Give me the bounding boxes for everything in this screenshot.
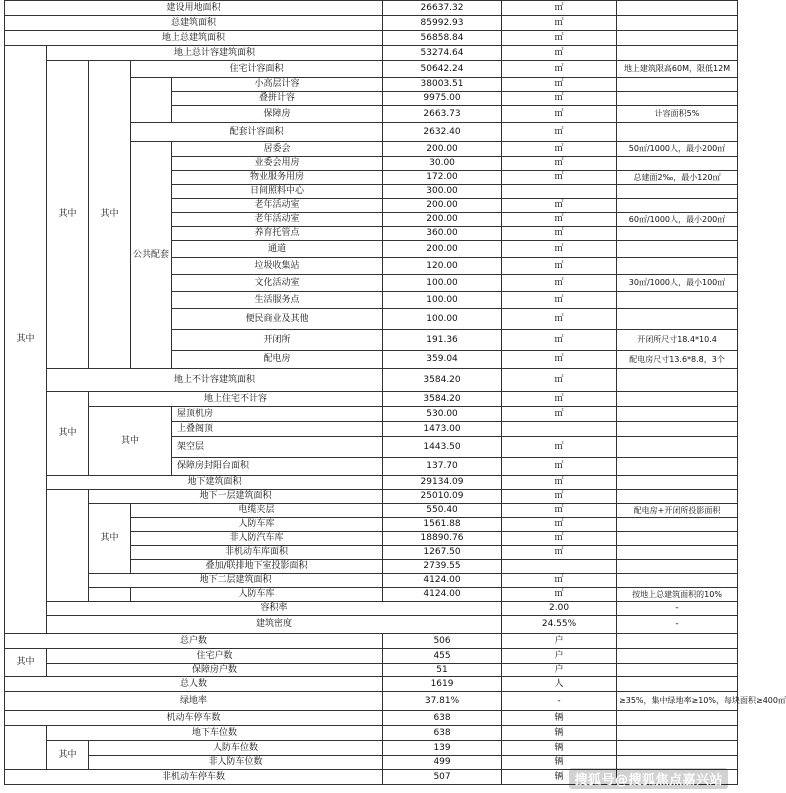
value-cell: 2663.73: [383, 106, 502, 123]
label-cell: 生活服务点: [172, 292, 383, 309]
label-cell: 地下建筑面积: [47, 476, 383, 490]
unit-cell: ㎡: [502, 588, 617, 602]
table-row: [5, 476, 738, 490]
note-cell: [617, 422, 738, 437]
note-cell: [617, 677, 738, 692]
value-cell: 2739.55: [383, 560, 502, 574]
label-cell: 总建筑面积: [5, 16, 383, 31]
label-cell: 配电房: [172, 351, 383, 369]
value-cell: 37.81%: [383, 692, 502, 711]
note-cell: 地上建筑限高60M，限低12M: [617, 61, 738, 78]
value-cell: 100.00: [383, 309, 502, 330]
note-cell: [617, 1, 738, 16]
note-cell: [617, 123, 738, 142]
unit-cell: ㎡: [502, 171, 617, 185]
value-cell: 359.04: [383, 351, 502, 369]
blank-cell: [131, 78, 172, 123]
table-row: [5, 677, 738, 692]
table-row: [5, 588, 738, 602]
label-cell: 保障房: [172, 106, 383, 123]
note-cell: [617, 458, 738, 476]
blank-cell: [47, 490, 89, 602]
table-row: [5, 490, 738, 504]
unit-cell: 户: [502, 634, 617, 649]
note-cell: [617, 741, 738, 756]
value-cell: 3584.20: [383, 369, 502, 392]
value-cell: 56858.84: [383, 31, 502, 46]
note-cell: [617, 634, 738, 649]
unit-cell: ㎡: [502, 476, 617, 490]
unit-cell: -: [617, 616, 738, 634]
label-cell: 叠拼计容: [172, 92, 383, 106]
unit-cell: ㎡: [502, 407, 617, 422]
value-cell: 499: [383, 756, 502, 770]
unit-cell: ㎡: [502, 123, 617, 142]
label-cell: 养育托管点: [172, 227, 383, 241]
label-cell: 保障房封阳台面积: [172, 458, 383, 476]
value-cell: 1561.88: [383, 518, 502, 532]
note-cell: 总建面2‰，最小120㎡: [617, 171, 738, 185]
label-cell: 文化活动室: [172, 275, 383, 292]
value-cell: 1619: [383, 677, 502, 692]
value-cell: 3584.20: [383, 392, 502, 407]
value-cell: 26637.32: [383, 1, 502, 16]
note-cell: [617, 241, 738, 258]
watermark: 搜狐号@搜狐焦点嘉兴站: [569, 768, 728, 789]
note-cell: [617, 16, 738, 31]
note-cell: [617, 157, 738, 171]
group-label-households: 其中: [5, 649, 47, 677]
unit-cell: ㎡: [502, 546, 617, 560]
label-cell: 非人防汽车库: [131, 532, 383, 546]
group-label-countable: 其中: [89, 61, 131, 369]
unit-cell: ㎡: [502, 532, 617, 546]
unit-cell: ㎡: [502, 106, 617, 123]
label-cell: 垃圾收集站: [172, 258, 383, 275]
label-cell: 日间照料中心: [172, 185, 383, 199]
unit-cell: ㎡: [502, 458, 617, 476]
group-label-basement1: 其中: [89, 504, 131, 574]
value-cell: 191.36: [383, 330, 502, 351]
value-cell: 550.40: [383, 504, 502, 518]
value-cell: 200.00: [383, 241, 502, 258]
label-cell: 地下车位数: [47, 726, 383, 741]
value-cell: 638: [383, 726, 502, 741]
note-cell: [617, 711, 738, 726]
label-cell: 开闭所: [172, 330, 383, 351]
label-cell: 老年活动室: [172, 199, 383, 213]
unit-cell: ㎡: [502, 292, 617, 309]
value-cell: 1473.00: [383, 422, 502, 437]
value-cell: 139: [383, 741, 502, 756]
label-cell: 住宅计容面积: [131, 61, 383, 78]
label-cell: 上叠阁顶: [172, 422, 383, 437]
note-cell: 配电房尺寸13.6*8.8，3个: [617, 351, 738, 369]
unit-cell: ㎡: [502, 518, 617, 532]
unit-cell: ㎡: [502, 574, 617, 588]
unit-cell: 户: [502, 649, 617, 664]
unit-cell: ㎡: [502, 351, 617, 369]
unit-cell: ㎡: [502, 275, 617, 292]
label-cell: 人防车库: [131, 588, 383, 602]
unit-cell: ㎡: [502, 258, 617, 275]
note-cell: [617, 78, 738, 92]
unit-cell: ㎡: [502, 1, 617, 16]
label-cell: 通道: [172, 241, 383, 258]
unit-cell: 辆: [502, 770, 617, 785]
note-cell: 按地上总建筑面积的10%: [617, 588, 738, 602]
label-cell: 物业服务用房: [172, 171, 383, 185]
table-row: [5, 649, 738, 664]
note-cell: 30㎡/1000人，最小100㎡: [617, 275, 738, 292]
value-cell: 4124.00: [383, 588, 502, 602]
unit-cell: ㎡: [502, 92, 617, 106]
note-cell: [617, 574, 738, 588]
note-cell: [617, 309, 738, 330]
note-cell: [617, 227, 738, 241]
value-cell: 1267.50: [383, 546, 502, 560]
unit-cell: 辆: [502, 756, 617, 770]
value-cell: 53274.64: [383, 46, 502, 61]
label-cell: 地下二层建筑面积: [89, 574, 383, 588]
label-cell: 住宅户数: [47, 649, 383, 664]
table-row: [5, 692, 738, 711]
value-cell: 2.00: [502, 602, 617, 616]
label-cell: 保障房户数: [47, 664, 383, 677]
unit-cell: ㎡: [502, 16, 617, 31]
note-cell: [617, 92, 738, 106]
table-row: [5, 616, 738, 634]
unit-cell: [502, 560, 617, 574]
value-cell: 100.00: [383, 292, 502, 309]
table-row: [5, 1, 738, 16]
unit-cell: 辆: [502, 711, 617, 726]
note-cell: 50㎡/1000人，最小200㎡: [617, 142, 738, 157]
unit-cell: ㎡: [502, 504, 617, 518]
label-cell: 小高层计容: [172, 78, 383, 92]
table-row: [5, 61, 738, 78]
note-cell: [617, 392, 738, 407]
unit-cell: ㎡: [502, 330, 617, 351]
note-cell: [617, 292, 738, 309]
label-cell: 叠加/联排地下室投影面积: [131, 560, 383, 574]
label-cell: 绿地率: [5, 692, 383, 711]
value-cell: 200.00: [383, 213, 502, 227]
note-cell: [617, 476, 738, 490]
note-cell: [617, 532, 738, 546]
table-row: [5, 741, 738, 756]
table-row: [5, 634, 738, 649]
group-label-parking: 其中: [47, 741, 89, 770]
value-cell: 51: [383, 664, 502, 677]
unit-cell: ㎡: [502, 46, 617, 61]
note-cell: [617, 546, 738, 560]
value-cell: 85992.93: [383, 16, 502, 31]
table-row: [5, 407, 738, 422]
blank-cell: [5, 726, 47, 770]
value-cell: 506: [383, 634, 502, 649]
note-cell: [617, 369, 738, 392]
label-cell: 非机动车库面积: [131, 546, 383, 560]
table-row: [5, 664, 738, 677]
label-cell: 居委会: [172, 142, 383, 157]
group-label-outer: 其中: [5, 46, 47, 634]
value-cell: 18890.76: [383, 532, 502, 546]
project-spec-table: [4, 0, 786, 785]
table-row: [5, 574, 738, 588]
label-cell: 建筑密度: [47, 616, 502, 634]
note-cell: 60㎡/1000人，最小200㎡: [617, 213, 738, 227]
unit-cell: ㎡: [502, 78, 617, 92]
label-cell: 业委会用房: [172, 157, 383, 171]
note-cell: [617, 258, 738, 275]
unit-cell: ㎡: [502, 157, 617, 171]
value-cell: 507: [383, 770, 502, 785]
value-cell: 300.00: [383, 185, 502, 199]
table-row: [5, 46, 738, 61]
note-cell: [617, 560, 738, 574]
label-cell: 总户数: [5, 634, 383, 649]
unit-cell: 辆: [502, 741, 617, 756]
value-cell: 638: [383, 711, 502, 726]
label-cell: 屋顶机房: [172, 407, 383, 422]
label-cell: 总人数: [5, 677, 383, 692]
label-cell: 地上住宅不计容: [89, 392, 383, 407]
note-cell: [617, 31, 738, 46]
unit-cell: 辆: [502, 726, 617, 741]
unit-cell: ㎡: [502, 213, 617, 227]
note-cell: 开闭所尺寸18.4*10.4: [617, 330, 738, 351]
label-cell: 非机动车停车数: [5, 770, 383, 785]
value-cell: 9975.00: [383, 92, 502, 106]
unit-cell: 人: [502, 677, 617, 692]
table-row: [5, 16, 738, 31]
unit-cell: -: [502, 692, 617, 711]
note-cell: ≥35%，集中绿地率≥10%，每块面积≥400㎡: [617, 692, 738, 711]
value-cell: 360.00: [383, 227, 502, 241]
note-cell: [617, 185, 738, 199]
note-cell: [617, 490, 738, 504]
unit-cell: ㎡: [502, 227, 617, 241]
label-cell: 建设用地面积: [5, 1, 383, 16]
note-cell: [617, 407, 738, 422]
value-cell: 4124.00: [383, 574, 502, 588]
table-row: [5, 31, 738, 46]
note-cell: [617, 46, 738, 61]
label-cell: 架空层: [172, 437, 383, 458]
unit-cell: ㎡: [502, 199, 617, 213]
label-cell: 配套计容面积: [131, 123, 383, 142]
unit-cell: ㎡: [502, 61, 617, 78]
unit-cell: [502, 185, 617, 199]
unit-cell: ㎡: [502, 490, 617, 504]
note-cell: [617, 726, 738, 741]
table-row: [5, 726, 738, 741]
value-cell: 200.00: [383, 142, 502, 157]
unit-cell: 户: [502, 664, 617, 677]
unit-cell: ㎡: [502, 142, 617, 157]
value-cell: 120.00: [383, 258, 502, 275]
value-cell: 24.55%: [502, 616, 617, 634]
note-cell: 配电房+开闭所投影面积: [617, 504, 738, 518]
note-cell: [617, 518, 738, 532]
label-cell: 非人防车位数: [89, 756, 383, 770]
group-label-aboveground: 其中: [47, 61, 89, 369]
value-cell: 25010.09: [383, 490, 502, 504]
value-cell: 38003.51: [383, 78, 502, 92]
label-cell: 地下一层建筑面积: [89, 490, 383, 504]
value-cell: 137.70: [383, 458, 502, 476]
note-cell: [617, 199, 738, 213]
unit-cell: ㎡: [502, 437, 617, 458]
unit-cell: [502, 422, 617, 437]
unit-cell: ㎡: [502, 369, 617, 392]
group-label-noncountable: 其中: [47, 392, 89, 476]
label-cell: 地上总建筑面积: [5, 31, 383, 46]
note-cell: [617, 437, 738, 458]
value-cell: 200.00: [383, 199, 502, 213]
label-cell: 容积率: [47, 602, 502, 616]
table-row: [5, 602, 738, 616]
label-cell: 便民商业及其他: [172, 309, 383, 330]
unit-cell: ㎡: [502, 309, 617, 330]
label-cell: 地上不计容建筑面积: [47, 369, 383, 392]
group-label-public-facilities: 公共配套: [131, 142, 172, 369]
table-row: [5, 392, 738, 407]
label-cell: 人防车库: [131, 518, 383, 532]
table-row: [5, 504, 738, 518]
label-cell: 人防车位数: [89, 741, 383, 756]
unit-cell: ㎡: [502, 392, 617, 407]
value-cell: 100.00: [383, 275, 502, 292]
unit-cell: -: [617, 602, 738, 616]
note-cell: [617, 664, 738, 677]
group-label-residential-noncountable: 其中: [89, 407, 172, 476]
table-row: [5, 369, 738, 392]
label-cell: 地上总计容建筑面积: [47, 46, 383, 61]
table-row: [5, 711, 738, 726]
value-cell: 29134.09: [383, 476, 502, 490]
note-cell: [617, 649, 738, 664]
value-cell: 530.00: [383, 407, 502, 422]
value-cell: 50642.24: [383, 61, 502, 78]
unit-cell: ㎡: [502, 241, 617, 258]
blank-cell: [89, 588, 131, 602]
value-cell: 172.00: [383, 171, 502, 185]
value-cell: 455: [383, 649, 502, 664]
unit-cell: ㎡: [502, 31, 617, 46]
value-cell: 1443.50: [383, 437, 502, 458]
value-cell: 2632.40: [383, 123, 502, 142]
value-cell: 30.00: [383, 157, 502, 171]
label-cell: 老年活动室: [172, 213, 383, 227]
label-cell: 电缆夹层: [131, 504, 383, 518]
note-cell: 计容面积5%: [617, 106, 738, 123]
label-cell: 机动车停车数: [5, 711, 383, 726]
